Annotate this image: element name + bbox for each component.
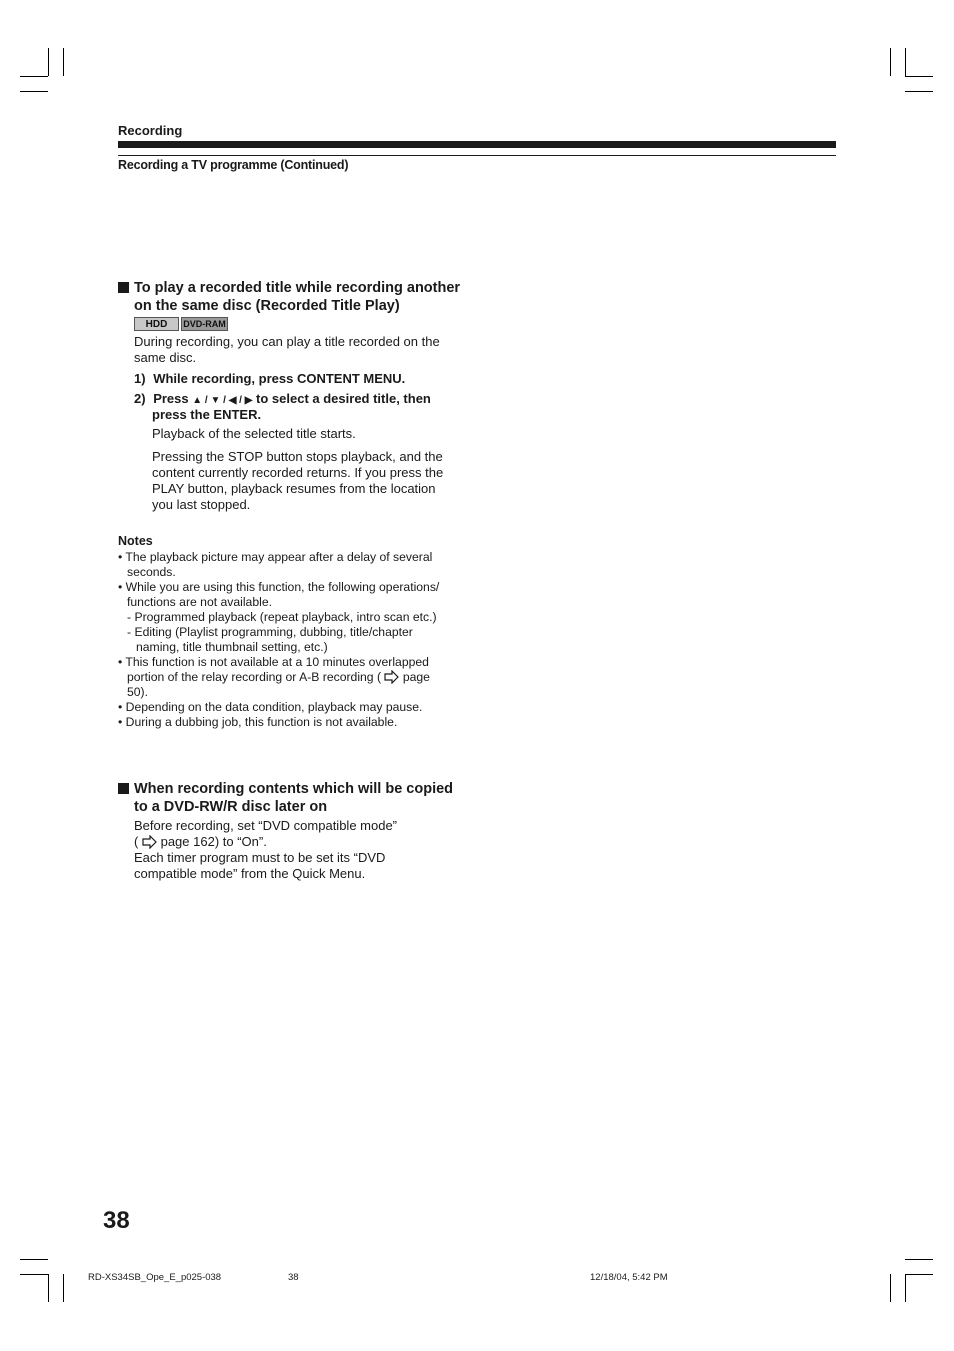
subsection-title: Recording a TV programme (Continued) [118, 158, 349, 172]
right-arrow-reference-icon [142, 835, 157, 849]
section2-line: Each timer program must to be set its “DVD [134, 850, 386, 865]
step-number: 2) [134, 391, 146, 406]
crop-mark [905, 91, 933, 92]
section2-line: Before recording, set “DVD compatible mode” [134, 818, 398, 833]
note-line: seconds. [127, 565, 176, 579]
crop-mark [20, 91, 48, 92]
crop-mark [20, 76, 48, 77]
note-line: functions are not available. [127, 595, 272, 609]
heading-line: To play a recorded title while recording another [134, 280, 461, 296]
heading-line: on the same disc (Recorded Title Play) [134, 298, 400, 314]
black-square-icon [118, 282, 129, 293]
stop-paragraph [152, 449, 472, 513]
section2-line: compatible mode” from the Quick Menu. [134, 866, 366, 881]
step-1 [134, 371, 464, 387]
note-line: 50). [127, 685, 149, 699]
note-line: • While you are using this function, the following operations/ [118, 580, 440, 594]
section-label: Recording [118, 123, 183, 138]
crop-mark [20, 1259, 48, 1260]
hdd-badge: HDD [134, 317, 179, 331]
note-subitem: - Programmed playback (repeat playback, intro scan etc.) [127, 610, 437, 624]
crop-mark [890, 1274, 891, 1302]
note-text: portion of the relay recording or A-B recording ( [127, 670, 382, 684]
section2-text [134, 818, 464, 882]
paragraph-line: Pressing the STOP button stops playback, and the [152, 449, 443, 464]
crop-mark [905, 1274, 906, 1302]
page-number: 38 [103, 1207, 130, 1234]
notes-list [118, 550, 458, 730]
intro-line: same disc. [134, 350, 197, 365]
note-line: • During a dubbing job, this function is not available. [118, 715, 398, 729]
header-rule-thin [118, 155, 836, 156]
paragraph-line: you last stopped. [152, 497, 251, 512]
section2-text-fragment: ( [134, 834, 139, 849]
step-text: While recording, press CONTENT MENU. [153, 371, 406, 386]
direction-arrows-icon: ▲ / ▼ / ◀ / ▶ [192, 395, 253, 406]
step-text: Press [153, 391, 189, 406]
dvd-ram-badge: DVD-RAM [181, 317, 228, 331]
paragraph-line: PLAY button, playback resumes from the location [152, 481, 436, 496]
header-rule-thick [118, 141, 836, 148]
note-subitem: - Editing (Playlist programming, dubbing, title/chapter [127, 625, 413, 639]
section1-heading [134, 279, 474, 315]
right-arrow-reference-icon [384, 670, 399, 684]
crop-mark [890, 48, 891, 76]
notes-title: Notes [118, 534, 153, 548]
crop-mark [905, 1274, 933, 1275]
crop-mark [48, 48, 49, 76]
paragraph-line: content currently recorded returns. If you press the [152, 465, 444, 480]
step-2-line2: press the ENTER. [152, 407, 262, 422]
crop-mark [905, 48, 906, 76]
intro-text [134, 334, 464, 366]
crop-mark [48, 1274, 49, 1302]
black-square-icon [118, 783, 129, 794]
intro-line: During recording, you can play a title recorded on the [134, 334, 440, 349]
note-line [118, 670, 458, 685]
crop-mark [905, 76, 933, 77]
crop-mark [63, 48, 64, 76]
section2-text-fragment: page 162) to “On”. [160, 834, 267, 849]
footer-filename: RD-XS34SB_Ope_E_p025-038 [88, 1272, 222, 1283]
footer-page: 38 [288, 1272, 299, 1283]
section2-heading [134, 780, 474, 816]
step-text: to select a desired title, then [256, 391, 431, 406]
step-2-result: Playback of the selected title starts. [152, 426, 356, 441]
heading-line: When recording contents which will be copied [134, 781, 454, 797]
heading-line: to a DVD-RW/R disc later on [134, 799, 328, 815]
note-text: page [402, 670, 430, 684]
crop-mark [905, 1259, 933, 1260]
note-line: • This function is not available at a 10 minutes overlapped [118, 655, 429, 669]
note-line: • Depending on the data condition, playback may pause. [118, 700, 423, 714]
section2-line [134, 834, 464, 850]
crop-mark [63, 1274, 64, 1302]
note-line: • The playback picture may appear after a delay of several [118, 550, 433, 564]
crop-mark [20, 1274, 48, 1275]
step-number: 1) [134, 371, 146, 386]
footer-datetime: 12/18/04, 5:42 PM [590, 1272, 668, 1283]
note-subitem: naming, title thumbnail setting, etc.) [136, 640, 328, 654]
